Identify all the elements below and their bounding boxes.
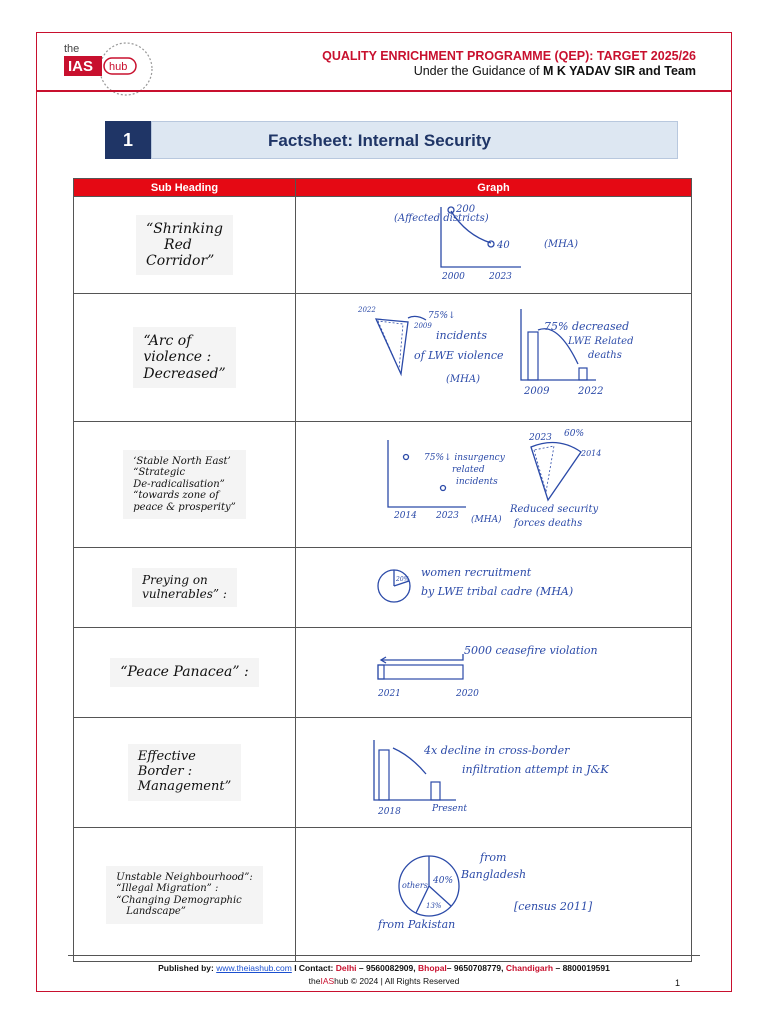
svg-text:[census 2011]: [census 2011] — [514, 900, 593, 913]
factsheet-table — [73, 178, 692, 962]
svg-text:2009: 2009 — [524, 386, 550, 397]
logo-ias: IAS — [68, 58, 94, 75]
table-row — [74, 294, 692, 422]
svg-text:75% decreased: 75% decreased — [544, 320, 630, 333]
svg-text:2022: 2022 — [358, 306, 376, 314]
svg-text:by LWE tribal cadre (MHA): by LWE tribal cadre (MHA) — [421, 585, 574, 598]
section-number: 1 — [105, 121, 151, 159]
footer-copyright: theIAShub © 2024 | All Rights Reserved — [308, 976, 460, 986]
footer-contact: Published by: www.theiashub.com I Contact: Delhi – 9560082909, Bhopal– 9650708779, Chandigarh – 8800019591 — [158, 963, 610, 973]
sub-heading-effective-border-management: Effective Border : Management” — [128, 744, 241, 801]
table-row — [74, 718, 692, 828]
guidance-name: M K YADAV SIR and Team — [542, 64, 696, 78]
table-row — [74, 422, 692, 548]
svg-text:2014: 2014 — [394, 511, 417, 521]
svg-text:40%: 40% — [433, 876, 454, 886]
svg-text:related: related — [452, 465, 485, 475]
svg-text:40: 40 — [497, 240, 510, 251]
table-row — [74, 197, 692, 294]
svg-text:others: others — [402, 881, 428, 890]
svg-text:from Pakistan: from Pakistan — [378, 918, 456, 931]
svg-text:2000: 2000 — [442, 272, 465, 282]
svg-text:from: from — [480, 851, 507, 864]
svg-text:(MHA): (MHA) — [471, 515, 502, 525]
logo-hub: hub — [109, 61, 128, 73]
table-row — [74, 628, 692, 718]
svg-text:2022: 2022 — [578, 386, 604, 397]
header-rule — [37, 90, 731, 92]
svg-text:incidents: incidents — [456, 477, 498, 487]
graph-illegal-migration — [296, 828, 691, 956]
svg-text:Reduced security: Reduced security — [510, 504, 599, 515]
graph-insurgency-incidents — [296, 422, 691, 542]
graph-affected-districts — [296, 197, 691, 288]
graph-ceasefire-violation — [296, 628, 691, 712]
sub-heading-shrinking-red-corridor: “Shrinking Red Corridor” — [136, 215, 233, 275]
footer-rule — [68, 955, 700, 956]
website-link[interactable]: www.theiashub.com — [216, 963, 292, 973]
svg-text:60%: 60% — [564, 429, 585, 439]
section-title: Factsheet: Internal Security — [268, 131, 491, 150]
graph-cross-border-infiltration — [296, 718, 691, 822]
header-graph: Graph — [296, 179, 692, 197]
table-row — [74, 548, 692, 628]
svg-text:75%↓: 75%↓ — [428, 311, 456, 321]
sub-heading-peace-panacea: “Peace Panacea” : — [110, 658, 258, 686]
svg-text:200: 200 — [456, 204, 476, 215]
sub-heading-stable-north-east: ‘Stable North East’ “Strategic De-radicalisation” “towards zone of peace & prosperity” — [123, 450, 245, 520]
svg-text:LWE Related: LWE Related — [568, 336, 634, 347]
page-number: 1 — [674, 978, 680, 988]
logo-the: the — [64, 43, 80, 55]
sub-heading-arc-of-violence: “Arc of violence : Decreased” — [133, 327, 235, 387]
table-row — [74, 828, 692, 962]
svg-text:Bangladesh: Bangladesh — [461, 868, 527, 881]
svg-text:(Affected districts): (Affected districts) — [394, 213, 489, 224]
guidance-prefix: Under the Guidance of — [413, 64, 543, 78]
svg-text:2014: 2014 — [581, 449, 602, 458]
svg-text:2023: 2023 — [529, 433, 552, 443]
svg-text:forces deaths: forces deaths — [514, 518, 583, 529]
svg-text:2021: 2021 — [378, 689, 401, 699]
svg-text:(MHA): (MHA) — [446, 374, 480, 385]
qep-title: QUALITY ENRICHMENT PROGRAMME (QEP): TARGET 2025/26 — [322, 49, 696, 63]
svg-text:20%: 20% — [396, 576, 410, 583]
sub-heading-preying-on-vulnerables: Preying on vulnerables” : — [132, 568, 237, 608]
svg-text:Present: Present — [432, 804, 468, 814]
svg-text:13%: 13% — [426, 902, 442, 910]
svg-text:5000 ceasefire violation: 5000 ceasefire violation — [464, 644, 598, 657]
graph-lwe-violence — [296, 294, 691, 416]
svg-text:incidents: incidents — [436, 329, 487, 342]
graph-women-recruitment — [296, 548, 691, 622]
svg-text:(MHA): (MHA) — [544, 239, 578, 250]
svg-text:infiltration attempt in J&K: infiltration attempt in J&K — [462, 763, 609, 776]
sub-heading-unstable-neighbourhood: Unstable Neighbourhood”: “Illegal Migration” : “Changing Demographic Landscape” — [106, 866, 262, 924]
svg-text:2018: 2018 — [378, 807, 401, 817]
svg-text:4x decline in cross-border: 4x decline in cross-border — [424, 744, 570, 757]
svg-text:2009: 2009 — [414, 322, 432, 330]
guidance-line — [414, 64, 696, 78]
svg-text:2023: 2023 — [489, 272, 512, 282]
svg-text:2020: 2020 — [456, 689, 479, 699]
svg-text:of LWE violence: of LWE violence — [414, 349, 504, 362]
svg-text:deaths: deaths — [588, 350, 622, 361]
svg-text:women recruitment: women recruitment — [421, 566, 532, 579]
header-sub-heading: Sub Heading — [74, 179, 296, 197]
svg-text:2023: 2023 — [436, 511, 459, 521]
svg-text:75%↓ insurgency: 75%↓ insurgency — [424, 453, 505, 463]
